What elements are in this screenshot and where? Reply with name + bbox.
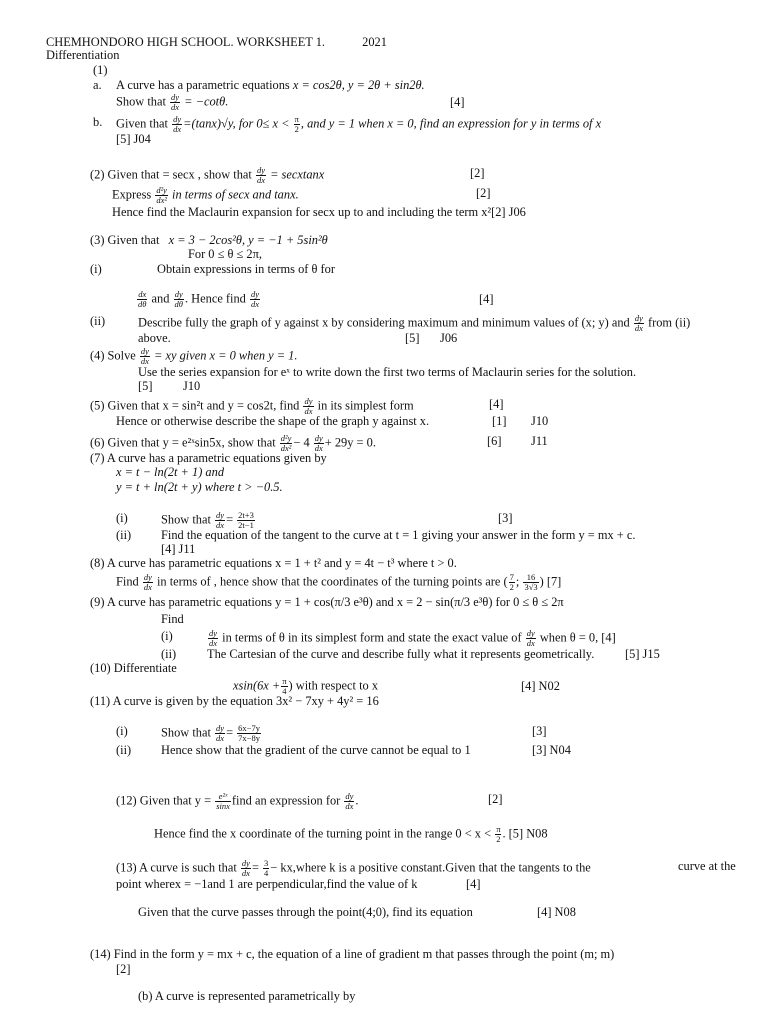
pi-over-4: $\frac{\pi}{4}$ xyxy=(282,676,287,696)
q4-line2: Use the series expansion for eˣ to write down the first two terms of Maclaurin series for the solution. xyxy=(138,365,637,379)
q2-marks-2: [2] xyxy=(476,186,491,200)
q9ii-marks: [5] J15 xyxy=(625,647,660,661)
q6-code: J11 xyxy=(531,434,548,448)
q13-line3: Given that the curve passes through the point(4;0), find its equation xyxy=(138,905,473,919)
q3i-fractions: $\frac{dx}{d\theta}$ and $\frac{dy}{d\theta}$ . Hence find $\frac{dy}{dx}$ xyxy=(138,289,260,309)
q3i-label: (i) xyxy=(90,262,102,276)
q3i-text: Obtain expressions in terms of θ for xyxy=(157,262,335,276)
q12-line1: (12) Given that y = $\frac{\text{e²ˣ}}{\sin x}$ find an expression for $\frac{dy}{dx}$ . xyxy=(116,791,359,811)
q10-line2: xsin(6x + $\frac{\pi}{4}$ ) with respect to x xyxy=(233,676,379,696)
q9-find: Find xyxy=(161,612,184,626)
q9ii-label: (ii) xyxy=(161,647,177,661)
q12-fraction: $\frac{\text{e²ˣ}}{\sin x}$ xyxy=(216,791,230,811)
q1b-label: b. xyxy=(93,115,103,129)
subject-title: Differentiation xyxy=(46,48,120,62)
q8-line2: Find $\frac{dy}{dx}$ in terms of , hence show that the coordinates of the turning points are ( $\frac{7}{2}$ ; $\frac{16}{3√3}$ ) [7] xyxy=(116,572,562,592)
dx-dtheta-fraction: $\frac{dx}{d\theta}$ xyxy=(138,289,147,309)
pi-over-2: $\frac{\pi}{2}$ xyxy=(496,824,501,844)
q11ii-text: Hence show that the gradient of the curve cannot be equal to 1 xyxy=(161,743,471,757)
q14-line2: [2] xyxy=(116,962,131,976)
q10-marks: [4] N02 xyxy=(521,679,560,693)
q5-code: J10 xyxy=(531,414,549,428)
q2-line2: Express $\frac{\text{d²y}}{\text{dx²}}$ in terms of secx and tanx. xyxy=(112,185,299,205)
dy-dx-fraction: $\frac{dy}{dx}$ xyxy=(216,723,225,743)
q7-fraction: $\frac{2t+3}{2t-1}$ xyxy=(238,510,254,530)
q12-marks: [2] xyxy=(488,792,503,806)
q7i-marks: [3] xyxy=(498,511,513,525)
q7-line1: (7) A curve has a parametric equations given by xyxy=(90,451,327,465)
q4-line1: (4) Solve $\frac{dy}{dx}$ = xy given x = 0 when y = 1. xyxy=(90,346,298,366)
school-name: CHEMHONDORO HIGH SCHOOL. WORKSHEET 1. xyxy=(46,35,326,49)
q6-line1: (6) Given that y = e²ˣsin5x, show that $\frac{\text{d²y}}{\text{dx²}}$ − 4 $\frac{dy}{dx}$ + 29y = 0. xyxy=(90,433,376,453)
dy-dx-fraction: $\frac{dy}{dx}$ xyxy=(634,313,643,333)
q5-line2: Hence or otherwise describe the shape of the graph y against x. xyxy=(116,414,430,428)
dy-dx-fraction: $\frac{dy}{dx}$ xyxy=(209,628,218,648)
q2-line3: Hence find the Maclaurin expansion for secx up to and including the term x²[2] J06 xyxy=(112,205,526,219)
q7ii-label: (ii) xyxy=(116,528,132,542)
q5-line1: (5) Given that x = sin²t and y = cos2t, find $\frac{dy}{dx}$ in its simplest form xyxy=(90,396,414,416)
q3ii-code: J06 xyxy=(440,331,458,345)
dy-dx-fraction: $\frac{dy}{dx}$ xyxy=(171,92,180,112)
q3ii-above: above. xyxy=(138,331,171,345)
q7ii-marks: [4] J11 xyxy=(161,542,196,556)
school-header xyxy=(46,35,387,49)
dy-dx-fraction: $\frac{dy}{dx}$ xyxy=(251,289,260,309)
q1b-text: Given that $\frac{dy}{dx}$ =(tanx)√y, for 0≤ x < $\frac{\pi}{2}$ , and y = 1 when x = 0, find an expression for y in terms of x xyxy=(116,114,602,134)
q1a-equation: x = cos2θ, y = 2θ + sin2θ. xyxy=(292,78,425,92)
q5-marks-2: [1] xyxy=(492,414,507,428)
q13-marks-2: [4] N08 xyxy=(537,905,576,919)
q14b-line: (b) A curve is represented parametrically by xyxy=(138,989,356,1003)
q7i-label: (i) xyxy=(116,511,128,525)
d2y-dx2-fraction: $\frac{\text{d²y}}{\text{dx²}}$ xyxy=(280,433,292,453)
q7-line3: y = t + ln(2t + y) where t > −0.5. xyxy=(116,480,283,494)
q7-line2: x = t − ln(2t + 1) and xyxy=(116,465,225,479)
q3-line2: For 0 ≤ θ ≤ 2π, xyxy=(188,247,262,261)
q11-fraction: $\frac{6x-7y}{7x-8y}$ xyxy=(238,723,260,743)
q3ii-label: (ii) xyxy=(90,314,106,328)
dy-dx-fraction: $\frac{dy}{dx}$ xyxy=(256,165,265,185)
q5-marks-1: [4] xyxy=(489,397,504,411)
dy-dx-fraction: $\frac{dy}{dx}$ xyxy=(526,628,535,648)
three-quarters: $\frac{3}{4}$ xyxy=(264,858,269,878)
q9i-label: (i) xyxy=(161,629,173,643)
q1-number: (1) xyxy=(93,63,108,77)
q3ii-text: Describe fully the graph of y against x by considering maximum and minimum values of (x; y) and $\frac{dy}{dx}$ from (ii) xyxy=(138,313,691,333)
q2-marks-1: [2] xyxy=(470,166,485,180)
sixteen-over-3root3: $\frac{16}{3√3}$ xyxy=(524,572,538,592)
q11-line1: (11) A curve is given by the equation 3x² − 7xy + 4y² = 16 xyxy=(90,694,379,708)
q2-line1: (2) Given that = secx , show that $\frac{dy}{dx}$ = secxtanx xyxy=(90,165,325,185)
dy-dx-fraction: $\frac{dy}{dx}$ xyxy=(345,791,354,811)
q8-line1: (8) A curve has parametric equations x = 1 + t² and y = 4t − t³ where t > 0. xyxy=(90,556,457,570)
q1a-marks: [4] xyxy=(450,95,465,109)
dy-dx-fraction: $\frac{dy}{dx}$ xyxy=(216,510,225,530)
q7i-text: Show that $\frac{dy}{dx}$ = $\frac{2t+3}{2t-1}$ xyxy=(161,510,254,530)
q1b-marks: [5] J04 xyxy=(116,132,151,146)
q1a-text: A curve has a parametric equations x = cos2θ, y = 2θ + sin2θ. xyxy=(116,78,425,92)
q11i-label: (i) xyxy=(116,724,128,738)
q9-line1: (9) A curve has parametric equations y = 1 + cos(π/3 e³θ) and x = 2 − sin(π/3 e³θ) for 0 ≤ θ ≤ 2π xyxy=(90,595,564,609)
dy-dx-fraction: $\frac{dy}{dx}$ xyxy=(173,114,182,134)
q4-marks: [5] xyxy=(138,379,153,393)
q13-line1: (13) A curve is such that $\frac{dy}{dx}$ = $\frac{3}{4}$ − kx,where k is a positive constant.Given that the tangents to the xyxy=(116,858,591,878)
q9i-text: $\frac{dy}{dx}$ in terms of θ in its simplest form and state the exact value of $\frac{dy}{dx}$ when θ = 0, [4] xyxy=(209,628,616,648)
q10-line1: (10) Differentiate xyxy=(90,661,177,675)
q14-line1: (14) Find in the form y = mx + c, the equation of a line of gradient m that passes through the point (m; m) xyxy=(90,947,615,961)
dy-dx-fraction: $\frac{dy}{dx}$ xyxy=(143,572,152,592)
dy-dx-fraction: $\frac{dy}{dx}$ xyxy=(241,858,250,878)
q6-marks: [6] xyxy=(487,434,502,448)
q12-line2: Hence find the x coordinate of the turning point in the range 0 < x < $\frac{\pi}{2}$ . [5] N08 xyxy=(154,824,548,844)
q1a-label: a. xyxy=(93,78,102,92)
q13-line1-end: curve at the xyxy=(678,859,736,873)
q9ii-text: The Cartesian of the curve and describe fully what it represents geometrically. xyxy=(207,647,595,661)
seven-halves: $\frac{7}{2}$ xyxy=(509,572,514,592)
q3-line1: (3) Given that x = 3 − 2cos²θ, y = −1 + 5sin²θ xyxy=(90,233,328,247)
q13-line2: point wherex = −1and 1 are perpendicular,find the value of k xyxy=(116,877,418,891)
dy-dx-fraction: $\frac{dy}{dx}$ xyxy=(314,433,323,453)
dy-dtheta-fraction: $\frac{dy}{d\theta}$ xyxy=(174,289,183,309)
pi-over-2: $\frac{\pi}{2}$ xyxy=(294,114,299,134)
q11ii-label: (ii) xyxy=(116,743,132,757)
q11i-marks: [3] xyxy=(532,724,547,738)
q4-code: J10 xyxy=(183,379,201,393)
dy-dx-fraction: $\frac{dy}{dx}$ xyxy=(140,346,149,366)
year: 2021 xyxy=(362,35,387,49)
d2y-dx2-fraction: $\frac{\text{d²y}}{\text{dx²}}$ xyxy=(156,185,167,205)
q7ii-text: Find the equation of the tangent to the curve at t = 1 giving your answer in the form y = mx + c. xyxy=(161,528,636,542)
q1a-show: Show that $\frac{dy}{dx}$ = −cotθ. xyxy=(116,92,229,112)
q13-marks-1: [4] xyxy=(466,877,481,891)
q3ii-marks: [5] xyxy=(405,331,420,345)
q11ii-marks: [3] N04 xyxy=(532,743,571,757)
dy-dx-fraction: $\frac{dy}{dx}$ xyxy=(304,396,313,416)
q11i-text: Show that $\frac{dy}{dx}$ = $\frac{6x-7y}{7x-8y}$ xyxy=(161,723,260,743)
q3i-marks: [4] xyxy=(479,292,494,306)
